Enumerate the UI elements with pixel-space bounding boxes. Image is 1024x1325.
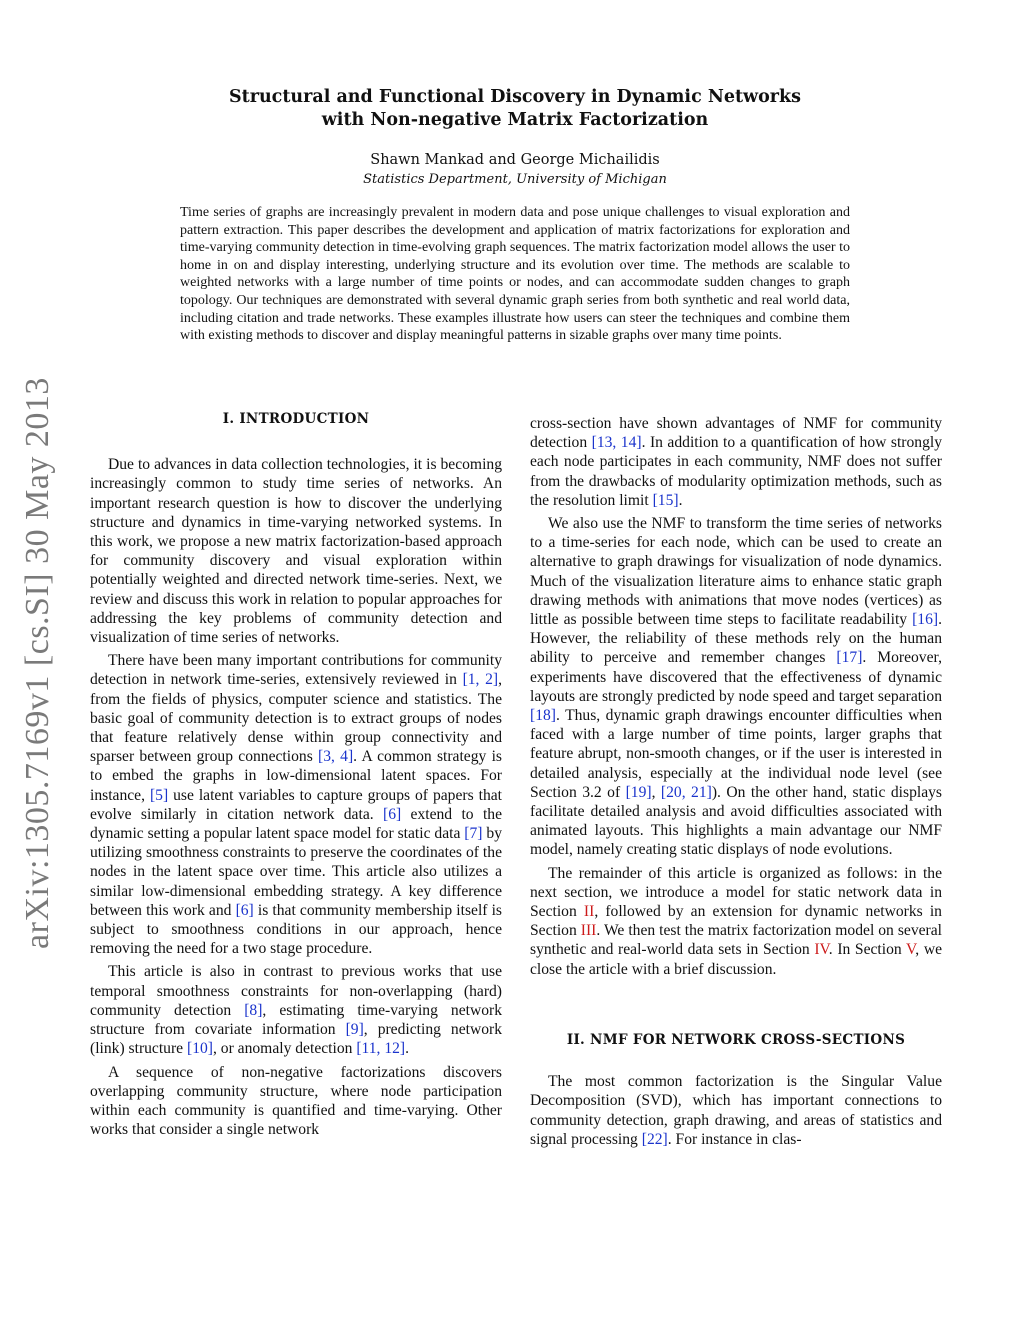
section-heading-nmf: II. NMF FOR NETWORK CROSS-SECTIONS bbox=[566, 1031, 906, 1048]
affiliation: Statistics Department, University of Michigan bbox=[363, 172, 667, 187]
citation-link[interactable]: [22] bbox=[641, 1130, 668, 1148]
citation-link[interactable]: [16] bbox=[912, 611, 939, 629]
intro-paragraph-3: This article is also in contrast to previous works that use temporal smoothness constraints for non-overlapping (hard) community detection [8], estimating time-varying network structure from covariate information [9], predicting network (link) structure [10], or anomaly detection [11, 12]. bbox=[90, 963, 503, 1058]
citation-link[interactable]: [6] bbox=[235, 901, 254, 919]
citation-link[interactable]: [15] bbox=[652, 491, 679, 509]
right-paragraph-1: cross-section have shown advantages of NMF for community detection [13, 14]. In addition to a quantification of how strongly each node participates in each community, NMF does not suffer from the drawbacks of modularity optimization methods, such as the resolution limit [15]. bbox=[530, 415, 943, 509]
section-link[interactable]: V bbox=[906, 941, 916, 959]
citation-link[interactable]: [9] bbox=[345, 1021, 364, 1039]
right-paragraph-4: The most common factorization is the Singular Value Decomposition (SVD), which has important connections to community detection, graph drawing, and areas of statistics and signal processing [22]. For instance in clas- bbox=[530, 1073, 942, 1148]
citation-link[interactable]: [5] bbox=[149, 786, 169, 804]
citation-link[interactable]: [19] bbox=[625, 783, 652, 801]
intro-paragraph-4: A sequence of non-negative factorizations discovers overlapping community structure, where node participation within each community is quantified and time-varying. Other works that consider a single network bbox=[90, 1063, 502, 1139]
citation-link[interactable]: [8] bbox=[244, 1001, 263, 1019]
right-paragraph-2: We also use the NMF to transform the time series of networks to a time-series for each node, which can be used to create an alternative to graph drawings for visualization of node dynamics. Much of the visualization literature aims to enhance static graph drawing methods with animations that move nodes (vertices) as little as possible between time steps to facilitate readability [16]. However, the reliability of these methods rely on the human ability to perceive and remember changes [17]. Moreover, experiments have discovered that the effectiveness of dynamic layouts are strongly predicted by node speed and target separation [18]. Thus, dynamic graph drawings encounter difficulties when faced with a large number of time points, larger graphs that feature abrupt, non-smooth changes, or if the user is interested in detailed analysis, especially at the individual node level (see Section 3.2 of [19], [20, 21]). On the other hand, static displays facilitate detailed analysis and avoid difficulties associated with animated layouts. This highlights a main advantage our NMF model, namely creating static displays of node evolutions. bbox=[530, 515, 942, 859]
intro-paragraph-1: Due to advances in data collection technologies, it is becoming increasingly common to study time series of networks. An important research question is how to discover the underlying structure and dynamics in time-varying networked systems. In this work, we propose a new matrix factorization-based approach for community discovery and visual exploration within potentially weighted and directed network time-series. Next, we review and discuss this work in relation to popular approaches for addressing the key problems of community detection and visualization of time series of networks. bbox=[90, 456, 502, 647]
section-heading-introduction: I. INTRODUCTION bbox=[222, 411, 370, 427]
citation-link[interactable]: [11, 12] bbox=[356, 1040, 406, 1058]
title-line-1: Structural and Functional Discovery in Dynamic Networks bbox=[229, 87, 801, 107]
arxiv-sidebar-stamp bbox=[20, 368, 56, 958]
citation-link[interactable]: [1, 2] bbox=[462, 671, 499, 689]
arxiv-id: arXiv:1305.7169v1 [cs.SI] 30 May 2013 bbox=[19, 377, 57, 949]
section-link[interactable]: IV bbox=[814, 941, 829, 959]
intro-paragraph-2: There have been many important contributions for community detection in network time-series, extensively reviewed in [1, 2], from the fields of physics, computer science and statistics. The basic goal of community detection is to extract groups of nodes that feature relatively dense within group connectivity and sparser between group connections [3, 4]. A common strategy is to embed the graphs in low-dimensional latent spaces. For instance, [5] use latent variables to capture groups of papers that evolve similarly in citation network data. [6] extend to the dynamic setting a popular latent space model for static data [7] by utilizing smoothness constraints to preserve the coordinates of the nodes in the latent space over time. This article also utilizes a similar low-dimensional embedding strategy. A key difference between this work and [6] is that community membership itself is subject to smoothness conditions in our approach, hence removing the need for a two stage procedure. bbox=[90, 652, 503, 958]
citation-link[interactable]: [6] bbox=[383, 805, 402, 823]
citation-link[interactable]: [10] bbox=[187, 1040, 213, 1058]
citation-link[interactable]: [20, 21] bbox=[660, 783, 712, 801]
title-line-2: with Non-negative Matrix Factorization bbox=[321, 110, 709, 130]
section-link[interactable]: III bbox=[580, 922, 597, 940]
left-column bbox=[90, 410, 502, 1143]
abstract: Time series of graphs are increasingly prevalent in modern data and pose unique challenges to visual exploration and pattern extraction. This paper describes the development and application of matrix factorizations for exploration and time-varying community detection in time-evolving graph sequences. The matrix factorization model allows the user to home in on and display interesting, underlying structure and its evolution over time. The methods are scalable to weighted networks with a large number of time points or nodes, and can accommodate sudden changes to graph topology. Our techniques are demonstrated with several dynamic graph series from both synthetic and real world data, including citation and trade networks. These examples illustrate how users can steer the techniques and combine them with existing methods to discover and display meaningful patterns in sizable graphs over many time points. bbox=[180, 205, 850, 344]
section-link[interactable]: II bbox=[583, 903, 595, 921]
citation-link[interactable]: [7] bbox=[464, 825, 483, 843]
paper-title bbox=[150, 86, 880, 132]
right-paragraph-3: The remainder of this article is organized as follows: in the next section, we introduce a model for static network data in Section II, followed by an extension for dynamic networks in Section III. We then test the matrix factorization model on several synthetic and real-world data sets in Section IV. In Section V, we close the article with a brief discussion. bbox=[530, 864, 942, 978]
citation-link[interactable]: [17] bbox=[836, 649, 863, 667]
citation-link[interactable]: [13, 14] bbox=[591, 434, 642, 452]
citation-link[interactable]: [3, 4] bbox=[318, 748, 354, 766]
right-column bbox=[530, 414, 942, 1153]
authors: Shawn Mankad and George Michailidis bbox=[370, 152, 660, 168]
citation-link[interactable]: [18] bbox=[530, 707, 556, 725]
